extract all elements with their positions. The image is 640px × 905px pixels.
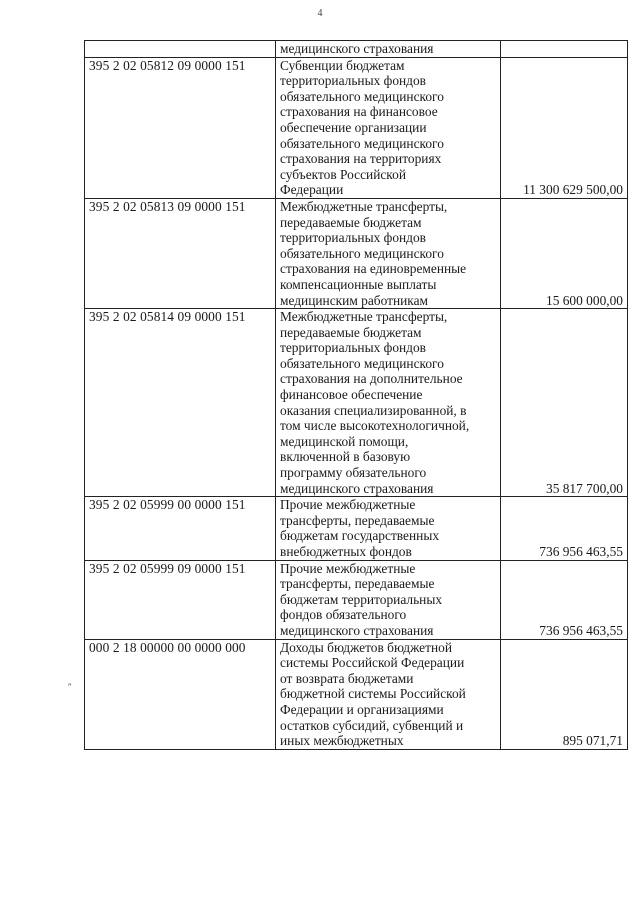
description-line: оказания специализированной, в [280,402,467,418]
description-line: медицинской помощи, [280,433,409,449]
description-line: трансферты, передаваемые [280,576,435,592]
description-line: обеспечение организации [280,119,427,135]
description-line: страхования на территориях [280,151,442,167]
table-row [85,639,628,749]
description-line: Федерации и организациями [280,701,444,717]
description-line: иных межбюджетных [280,733,404,749]
amount-cell: 895 071,71 [501,639,628,749]
table-row [85,309,628,497]
page-number: 4 [317,8,323,19]
description-line: страхования на единовременные [280,261,467,277]
amount-cell [501,41,628,58]
description-line: бюджетам государственных [280,528,440,544]
description-line: том числе высокотехнологичной, [280,418,470,434]
description-line: медицинского страхования [280,41,434,56]
budget-code-cell: 395 2 02 05813 09 0000 151 [85,198,276,308]
amount-cell: 736 956 463,55 [501,560,628,639]
description-line: передаваемые бюджетам [280,214,422,230]
table-row [85,57,628,198]
description-line: внебюджетных фондов [280,544,412,559]
budget-code-cell: 000 2 18 00000 00 0000 000 [85,639,276,749]
budget-revenue-table [84,40,628,750]
budget-code-cell: 395 2 02 05814 09 0000 151 [85,309,276,497]
amount-cell: 11 300 629 500,00 [501,57,628,198]
description-line: Прочие межбюджетные [280,560,416,576]
budget-code-cell: 395 2 02 05999 09 0000 151 [85,560,276,639]
description-line: обязательного медицинского [280,88,444,104]
description-line: трансферты, передаваемые [280,512,435,528]
description-line: бюджетной системы Российской [280,686,466,702]
description-line: остатков субсидий, субвенций и [280,717,464,733]
description-line: территориальных фондов [280,230,427,246]
table-row [85,198,628,308]
description-cell [276,497,501,560]
description-cell [276,309,501,497]
amount-cell: 15 600 000,00 [501,198,628,308]
description-line: территориальных фондов [280,340,427,356]
description-line: субъектов Российской [280,166,406,182]
description-line: обязательного медицинского [280,355,444,371]
budget-code-cell: 395 2 02 05812 09 0000 151 [85,57,276,198]
description-line: финансовое обеспечение [280,387,423,403]
description-line: системы Российской Федерации [280,655,465,671]
description-line: компенсационные выплаты [280,276,437,292]
description-line: Межбюджетные трансферты, [280,309,448,325]
scan-mark: ″ [68,682,72,692]
description-line: медицинского страхования [280,622,434,638]
description-line: обязательного медицинского [280,135,444,151]
table-row [85,497,628,560]
amount-cell: 35 817 700,00 [501,309,628,497]
budget-table-body [85,41,628,750]
description-line: территориальных фондов [280,73,427,89]
description-line: обязательного медицинского [280,245,444,261]
description-line: страхования на дополнительное [280,371,463,387]
description-cell [276,560,501,639]
description-line: медицинского страхования [280,480,434,496]
description-line: Межбюджетные трансферты, [280,198,448,214]
amount-cell: 736 956 463,55 [501,497,628,560]
description-line: медицинским работникам [280,292,429,308]
description-line: передаваемые бюджетам [280,324,422,340]
description-cell [276,57,501,198]
description-line: Субвенции бюджетам [280,57,405,73]
table-row [85,41,628,58]
description-cell [276,198,501,308]
description-line: от возврата бюджетами [280,670,414,686]
budget-code-cell: 395 2 02 05999 00 0000 151 [85,497,276,560]
description-line: бюджетам территориальных [280,591,443,607]
description-cell [276,639,501,749]
description-line: Доходы бюджетов бюджетной [280,639,453,655]
description-line: страхования на финансовое [280,104,438,120]
description-line: Прочие межбюджетные [280,497,416,513]
description-line: программу обязательного [280,465,427,481]
description-line: включенной в базовую [280,449,411,465]
description-line: Федерации [280,182,344,198]
budget-code-cell [85,41,276,58]
description-line: фондов обязательного [280,607,407,623]
table-row [85,560,628,639]
description-cell [276,41,501,58]
